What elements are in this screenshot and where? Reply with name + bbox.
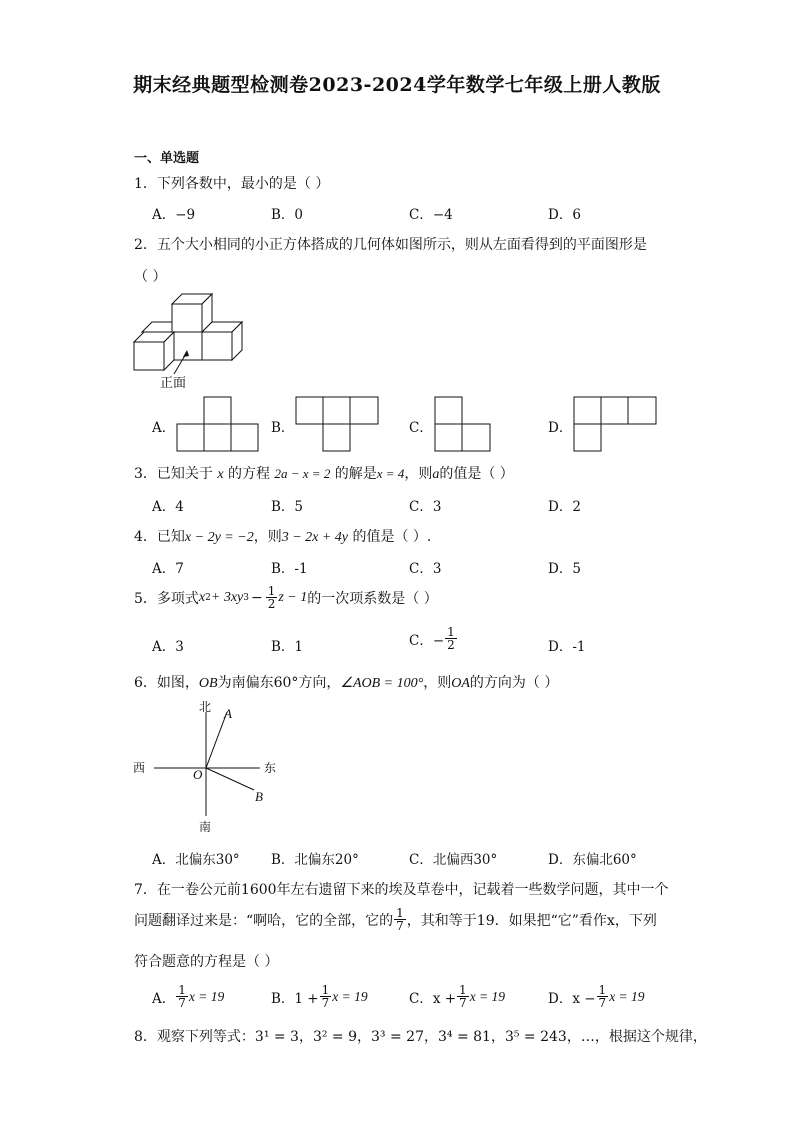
q5-suffix: 的一次项系数是（ ） [307,590,438,607]
point-a-label: A [224,706,232,721]
q6-option-d: D．东偏北60° [548,852,637,868]
q6-ob: OB [198,676,218,691]
q7-line2-pre: 问题翻译过来是：“啊哈，它的全部，它的 [134,912,394,929]
q3-suffix: 的值是（ ） [439,466,514,482]
q5-exp-3: 3 [243,592,249,603]
q5-minus: − [250,589,263,606]
section-heading: 一、单选题 [134,151,200,166]
q4-option-c: C．3 [409,561,442,577]
q2-option-d: D． [548,420,573,436]
q3-option-d: D．2 [548,499,581,515]
question-7-line-3: 符合题意的方程是（ ） [134,954,279,970]
q7-option-a [152,984,224,1009]
question-7-line-1: 7．在一卷公元前1600年左右遗留下来的埃及草卷中，记载着一些数学问题，其中一个 [134,882,669,898]
north-label: 北 [199,700,212,714]
q3-equation: 2a − x = 2 [274,466,331,481]
q4-option-a: A．7 [152,561,184,577]
question-8-text: 8．观察下列等式：3¹ = 3，3² = 9，3³ = 27，3⁴ = 81，3⁵ = 243，…，根据这个规律， [134,1029,707,1045]
q3-var: x [217,467,224,482]
question-1-text: 1．下列各数中，最小的是（ ） [134,176,330,192]
q7-option-d-den: 7 [598,996,607,1010]
q7-option-d-fraction [597,984,609,1009]
q4-prefix: 4．已知 [134,529,185,545]
q7-option-b-label: B．1 + [271,990,319,1007]
q5-option-c-fraction [445,626,457,651]
q7-option-b-num: 1 [321,983,330,997]
question-5-text [134,585,438,610]
q2-option-c-figure [434,396,492,452]
q2-option-a: A． [152,420,176,436]
q2-option-c: C． [409,420,433,436]
q5-option-d: D．-1 [548,639,586,655]
origin-o-label: O [193,767,203,782]
q7-option-d-label: D．x − [548,990,596,1007]
question-2-text: 2．五个大小相同的小正方体搭成的几何体如图所示，则从左面看得到的平面图形是 [134,237,647,253]
q1-option-b: B．0 [271,207,304,223]
south-label: 南 [199,820,212,834]
q5-option-b: B．1 [271,639,304,655]
east-label: 东 [264,761,277,775]
question-6-text [134,672,558,692]
q2-option-b: B． [271,420,295,436]
q5-frac-num: 1 [267,584,276,598]
q7-line2-post: ，其和等于19．如果把“它”看作x，下列 [406,912,657,929]
q6-mid2: ，则 [423,675,452,691]
q7-option-d-num: 1 [598,983,607,997]
q7-option-d-eq: x = 19 [609,988,645,1004]
q3-option-b: B．5 [271,499,304,515]
point-b-label: B [255,789,263,804]
q7-option-b-den: 7 [321,996,330,1010]
q5-poly-tail: z − 1 [278,589,308,605]
q2-option-b-figure [295,396,379,452]
q5-exp-2: 2 [205,592,211,603]
front-label: 正面 [160,376,187,391]
question-2-paren: （ ） [134,269,167,285]
q1-option-c: C．−4 [409,207,453,223]
q3-prefix: 3．已知关于 [134,466,213,482]
q7-option-a-num: 1 [178,983,186,997]
q3-avar: a [432,467,440,482]
q6-angle: ∠AOB = 100° [340,676,424,691]
q1-option-d: D．6 [548,207,581,223]
q7-option-c-label: C．x + [409,990,457,1007]
q5-poly-term2: + 3xy [210,589,244,605]
q7-option-b-fraction [320,984,332,1009]
q3-mid2: 的解是 [334,466,377,482]
question-4-text [134,526,431,546]
q4-suffix: 的值是（ ）. [352,529,432,545]
q1-option-a: A．−9 [152,207,196,223]
west-label: 西 [133,761,146,775]
question-3-text [134,463,514,483]
q5-option-c-label: C．− [409,632,445,649]
q6-prefix: 6．如图， [134,675,199,691]
q5-fraction [266,585,278,610]
q7-option-b [271,984,368,1009]
q4-expression: 3 − 2x + 4y [281,530,349,545]
q6-mid1: 为南偏东60°方向， [217,675,341,691]
q2-option-d-figure [573,396,657,452]
q7-option-c-num: 1 [459,983,467,997]
q7-option-c-fraction [457,984,469,1009]
q3-mid3: ，则 [404,466,433,482]
q6-option-a: A．北偏东30° [152,852,240,868]
q6-oa: OA [451,676,470,691]
q7-option-a-den: 7 [178,996,186,1010]
q5-option-a: A．3 [152,639,184,655]
q3-option-a: A．4 [152,499,184,515]
q7-line2-den: 7 [396,919,404,933]
compass-figure [130,698,290,838]
q4-mid: ，则 [253,529,282,545]
q5-poly-x: x [198,589,206,605]
q3-solution: x = 4 [376,466,405,481]
page-title: 期末经典题型检测卷2023-2024学年数学七年级上册人教版 [133,74,661,96]
q7-line2-num: 1 [396,906,404,920]
q6-option-b: B．北偏东20° [271,852,359,868]
q5-frac-den: 2 [267,597,276,611]
q5-prefix: 5．多项式 [134,590,199,607]
q7-option-b-eq: x = 19 [332,988,368,1004]
q4-condition: x − 2y = −2 [184,530,254,545]
q7-option-c [409,984,505,1009]
q7-option-c-den: 7 [459,996,467,1010]
q5-option-c-den: 2 [447,638,455,652]
q5-option-c [409,626,458,651]
q7-option-a-label: A． [152,990,176,1007]
q7-option-a-eq: x = 19 [188,988,225,1004]
q4-option-b: B．-1 [271,561,308,577]
q7-line2-fraction [394,907,406,932]
cube-figure [130,290,250,390]
q6-option-c: C．北偏西30° [409,852,498,868]
q4-option-d: D．5 [548,561,581,577]
q3-mid1: 的方程 [228,466,271,482]
q3-option-c: C．3 [409,499,442,515]
q7-option-d [548,984,645,1009]
q7-option-c-eq: x = 19 [469,988,506,1004]
q7-option-a-fraction [176,984,188,1009]
question-7-line-2 [134,907,657,932]
q5-option-c-num: 1 [447,625,455,639]
q6-suffix: 的方向为（ ） [469,675,559,691]
q2-option-a-figure [176,396,258,452]
